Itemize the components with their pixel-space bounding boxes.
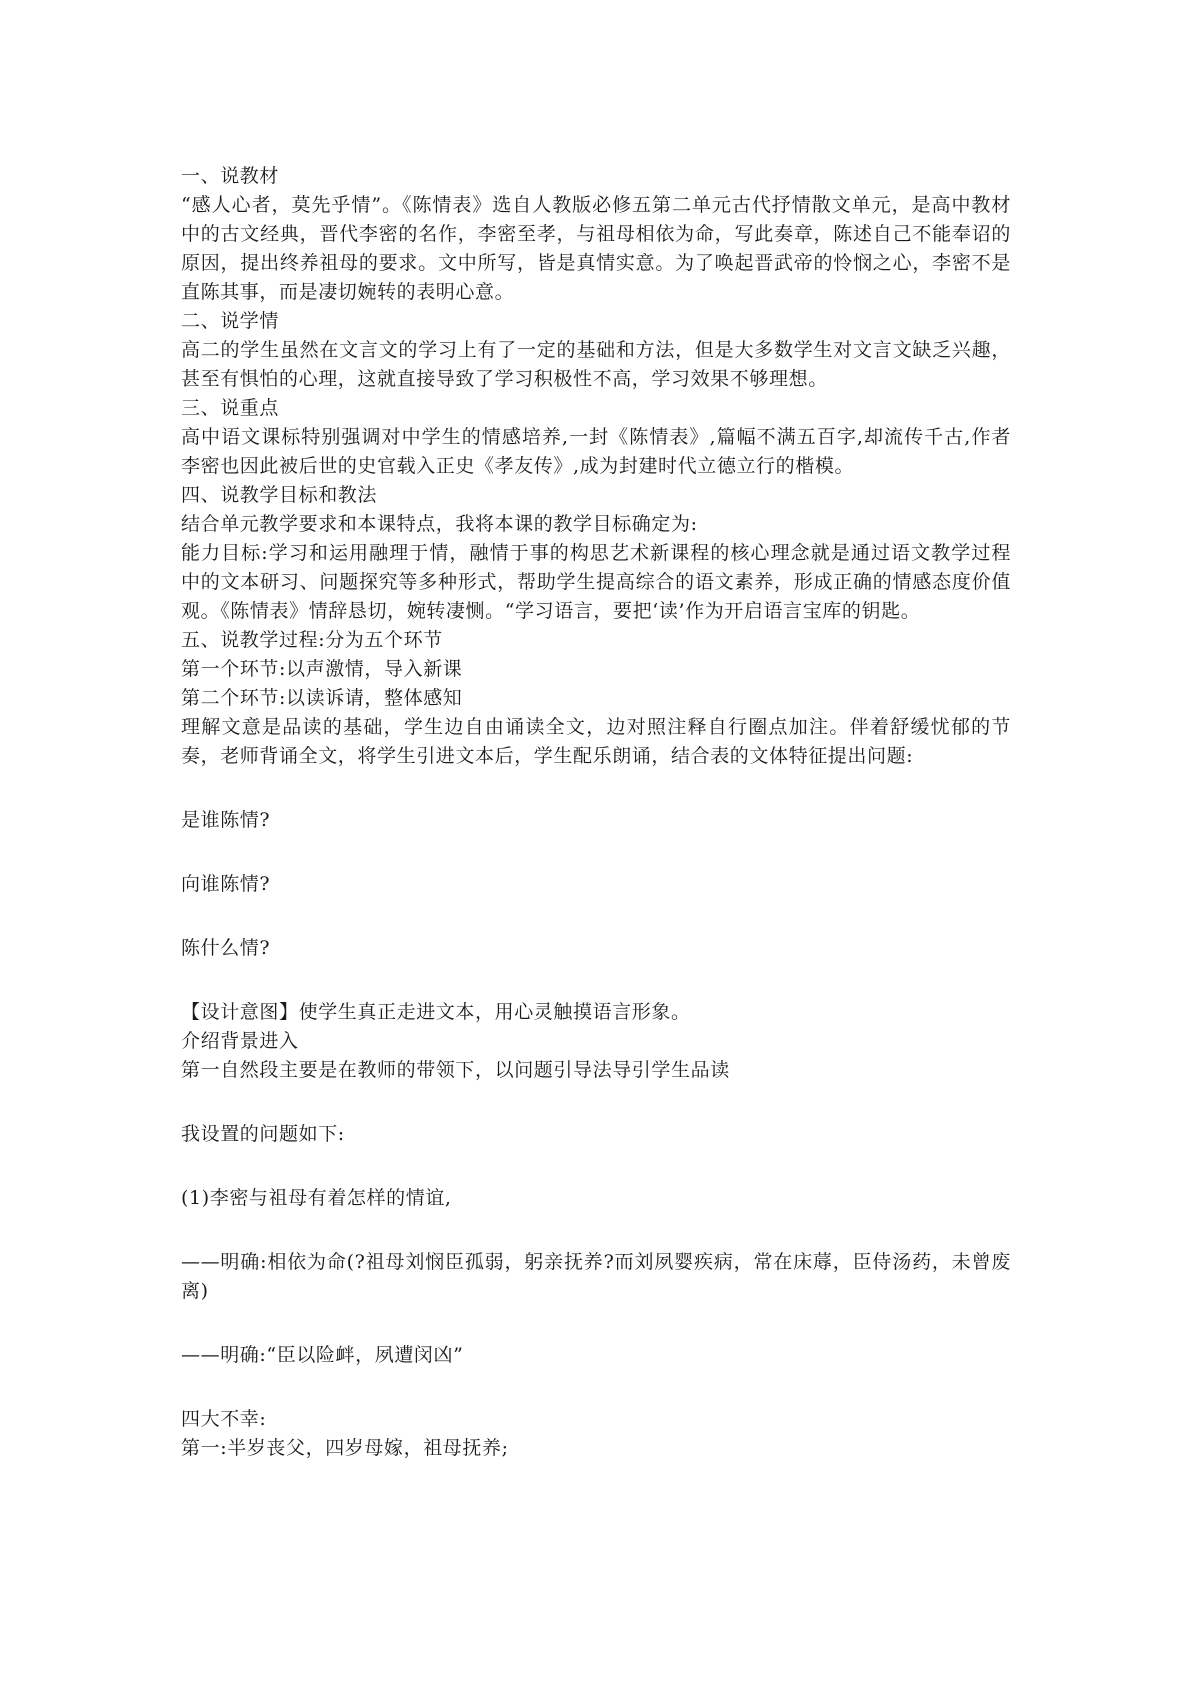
- paragraph-first-section: 第一自然段主要是在教师的带领下，以问题引导法导引学生品读: [181, 1059, 730, 1081]
- spacer: [181, 1213, 1011, 1248]
- background-intro: 介绍背景进入: [181, 1030, 299, 1052]
- section-heading-process: 五、说教学过程:分为五个环节: [181, 629, 443, 651]
- spacer: [181, 1370, 1011, 1405]
- answer-misfortune: ——明确:“臣以险衅，夙遭闵凶”: [181, 1344, 464, 1366]
- paragraph-ability-goal: 能力目标:学习和运用融理于情，融情于事的构思艺术新课程的核心理念就是通过语文教学过程中的文本研习、问题探究等多种形式，帮助学生提高综合的语文素养，形成正确的情感态度价值观。《陈情表》情辞恳切，婉转凄恻。“学习语言，要把‘读’作为开启语言宝库的钥匙。: [181, 542, 1011, 622]
- paragraph-reading: 理解文意是品读的基础，学生边自由诵读全文，边对照注释自行圈点加注。伴着舒缓忧郁的节奏，老师背诵全文，将学生引进文本后，学生配乐朗诵，结合表的文体特征提出问题:: [181, 716, 1011, 767]
- spacer: [181, 1149, 1011, 1184]
- spacer: [181, 899, 1011, 934]
- question-what: 陈什么情?: [181, 937, 271, 959]
- section-heading-focus: 三、说重点: [181, 397, 280, 419]
- spacer: [181, 963, 1011, 998]
- questions-intro: 我设置的问题如下:: [181, 1123, 345, 1145]
- paragraph-textbook: “感人心者，莫先乎情”。《陈情表》选自人教版必修五第二单元古代抒情散文单元，是高中教材中的古文经典，晋代李密的名作，李密至孝，与祖母相依为命，写此奏章，陈述自己不能奉诏的原因，提出终养祖母的要求。文中所写，皆是真情实意。为了唤起晋武帝的怜悯之心，李密不是直陈其事，而是凄切婉转的表明心意。: [181, 194, 1011, 303]
- question-to-whom: 向谁陈情?: [181, 873, 271, 895]
- paragraph-focus: 高中语文课标特别强调对中学生的情感培养,一封《陈情表》,篇幅不满五百字,却流传千古,作者李密也因此被后世的史官载入正史《孝友传》,成为封建时代立德立行的楷模。: [181, 426, 1011, 477]
- spacer: [181, 1306, 1011, 1341]
- question-relationship: (1)李密与祖母有着怎样的情谊,: [181, 1187, 452, 1209]
- spacer: [181, 771, 1011, 806]
- paragraph-students: 高二的学生虽然在文言文的学习上有了一定的基础和方法，但是大多数学生对文言文缺乏兴趣，甚至有惧怕的心理，这就直接导致了学习积极性不高，学习效果不够理想。: [181, 339, 1011, 390]
- process-step-2: 第二个环节:以读诉请，整体感知: [181, 687, 463, 709]
- spacer: [181, 1085, 1011, 1120]
- section-heading-students: 二、说学情: [181, 310, 280, 332]
- document-body: [181, 162, 1011, 1463]
- section-heading-textbook: 一、说教材: [181, 165, 280, 187]
- section-heading-objectives: 四、说教学目标和教法: [181, 484, 378, 506]
- process-step-1: 第一个环节:以声激情，导入新课: [181, 658, 463, 680]
- question-who: 是谁陈情?: [181, 809, 271, 831]
- misfortunes-title: 四大不幸:: [181, 1408, 267, 1430]
- paragraph-objectives-intro: 结合单元教学要求和本课特点，我将本课的教学目标确定为:: [181, 513, 698, 535]
- design-intent: 【设计意图】使学生真正走进文本，用心灵触摸语言形象。: [181, 1001, 691, 1023]
- misfortune-item-1: 第一:半岁丧父，四岁母嫁，祖母抚养;: [181, 1437, 509, 1459]
- answer-relationship: ——明确:相依为命(?祖母刘悯臣孤弱，躬亲抚养?而刘夙婴疾病，常在床蓐，臣侍汤药，未曾废离): [181, 1251, 1011, 1302]
- spacer: [181, 835, 1011, 870]
